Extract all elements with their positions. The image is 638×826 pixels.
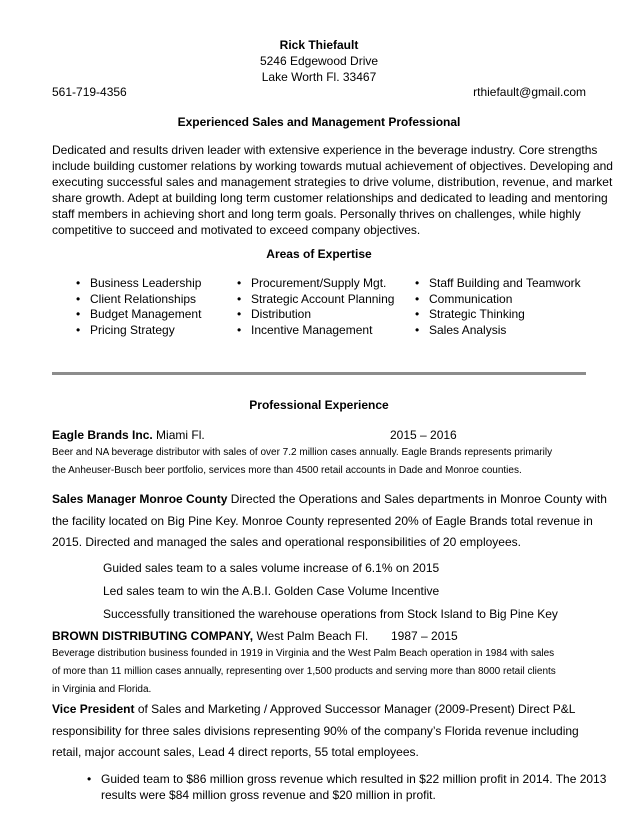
email-address[interactable]: rthiefault@gmail.com [473, 85, 586, 99]
company-description-line: in Virginia and Florida. [52, 684, 152, 695]
company-location: West Palm Beach Fl. [253, 629, 369, 643]
role-line: 2015. Directed and managed the sales and operational responsibilities of 20 employees. [52, 535, 521, 549]
role-line: Vice President of Sales and Marketing / Approved Successor Manager (2009-Present) Direct P&L [52, 702, 576, 716]
summary-line: include building customer relations by working towards mutual achievement of objectives. Developing and [52, 159, 613, 173]
bullet-icon: • [237, 307, 242, 321]
bullet-icon: • [415, 276, 420, 290]
summary-line: executing successful sales and management strategies to drive volume, distribution, revenue, and market [52, 175, 613, 189]
bullet-icon: • [76, 307, 81, 321]
bullet-icon: • [237, 276, 242, 290]
role-line: retail, major account sales, Lead 4 direct reports, 55 total employees. [52, 745, 419, 759]
company-name: BROWN DISTRIBUTING COMPANY, [52, 629, 254, 643]
bullet-icon: • [87, 772, 92, 786]
bullet-icon: • [237, 292, 242, 306]
address-line-1: 5246 Edgewood Drive [259, 54, 379, 68]
achievement-item: results were $84 million gross revenue and $20 million in profit. [101, 788, 436, 802]
company-description-line: the Anheuser-Busch beer portfolio, services more than 4500 retail accounts in Dade and Monroe counties. [52, 465, 522, 476]
company-description-line: Beer and NA beverage distributor with sales of over 7.2 million cases annually. Eagle Brands represents primarily [52, 447, 553, 458]
candidate-name: Rick Thiefault [279, 38, 359, 52]
company-name: Eagle Brands Inc. [52, 428, 153, 442]
job-dates: 1987 – 2015 [391, 629, 458, 643]
role-line: the facility located on Big Pine Key. Monroe County represented 20% of Eagle Brands total revenue in [52, 514, 593, 528]
achievement-item: Guided team to $86 million gross revenue which resulted in $22 million profit in 2014. The 2013 [101, 772, 607, 786]
company-description-line: Beverage distribution business founded in 1919 in Virginia and the West Palm Beach operation in 1984 with sales [52, 648, 555, 659]
achievement-item: Guided sales team to a sales volume increase of 6.1% on 2015 [103, 561, 440, 575]
job-dates: 2015 – 2016 [390, 428, 457, 442]
bullet-icon: • [237, 323, 242, 337]
summary-line: share growth. Adept at building long term customer relationships and dedicated to leading and mentoring [52, 191, 608, 205]
bullet-icon: • [76, 292, 81, 306]
role-title: Sales Manager Monroe County [52, 492, 228, 506]
bullet-icon: • [76, 276, 81, 290]
summary-line: competitive to succeed and motivated to exceed company objectives. [52, 223, 421, 237]
achievement-item: Successfully transitioned the warehouse operations from Stock Island to Big Pine Key [103, 607, 558, 621]
role-line: Sales Manager Monroe County Directed the Operations and Sales departments in Monroe County with [52, 492, 607, 506]
address-line-2: Lake Worth Fl. 33467 [261, 70, 377, 84]
summary-line: staff members in achieving short and long term goals. Personally thrives on challenges, while highly [52, 207, 581, 221]
job-heading [52, 629, 368, 643]
job-heading [52, 428, 205, 442]
role-line: responsibility for three sales divisions representing 90% of the company’s Florida revenue including [52, 724, 579, 738]
summary-title: Experienced Sales and Management Professional [177, 115, 461, 129]
section-divider [52, 372, 586, 375]
experience-title: Professional Experience [249, 398, 389, 412]
company-description-line: of more than 11 million cases annually, representing over 1,500 products and serving more than 8000 retail clients [52, 666, 556, 677]
summary-line: Dedicated and results driven leader with extensive experience in the beverage industry. Core strengths [52, 143, 598, 157]
bullet-icon: • [76, 323, 81, 337]
role-title: Vice President [52, 702, 135, 716]
achievement-item: Led sales team to win the A.B.I. Golden Case Volume Incentive [103, 584, 440, 598]
bullet-icon: • [415, 323, 420, 337]
phone-number: 561-719-4356 [52, 85, 127, 99]
bullet-icon: • [415, 307, 420, 321]
company-location: Miami Fl. [152, 428, 205, 442]
bullet-icon: • [415, 292, 420, 306]
expertise-title: Areas of Expertise [266, 247, 372, 261]
